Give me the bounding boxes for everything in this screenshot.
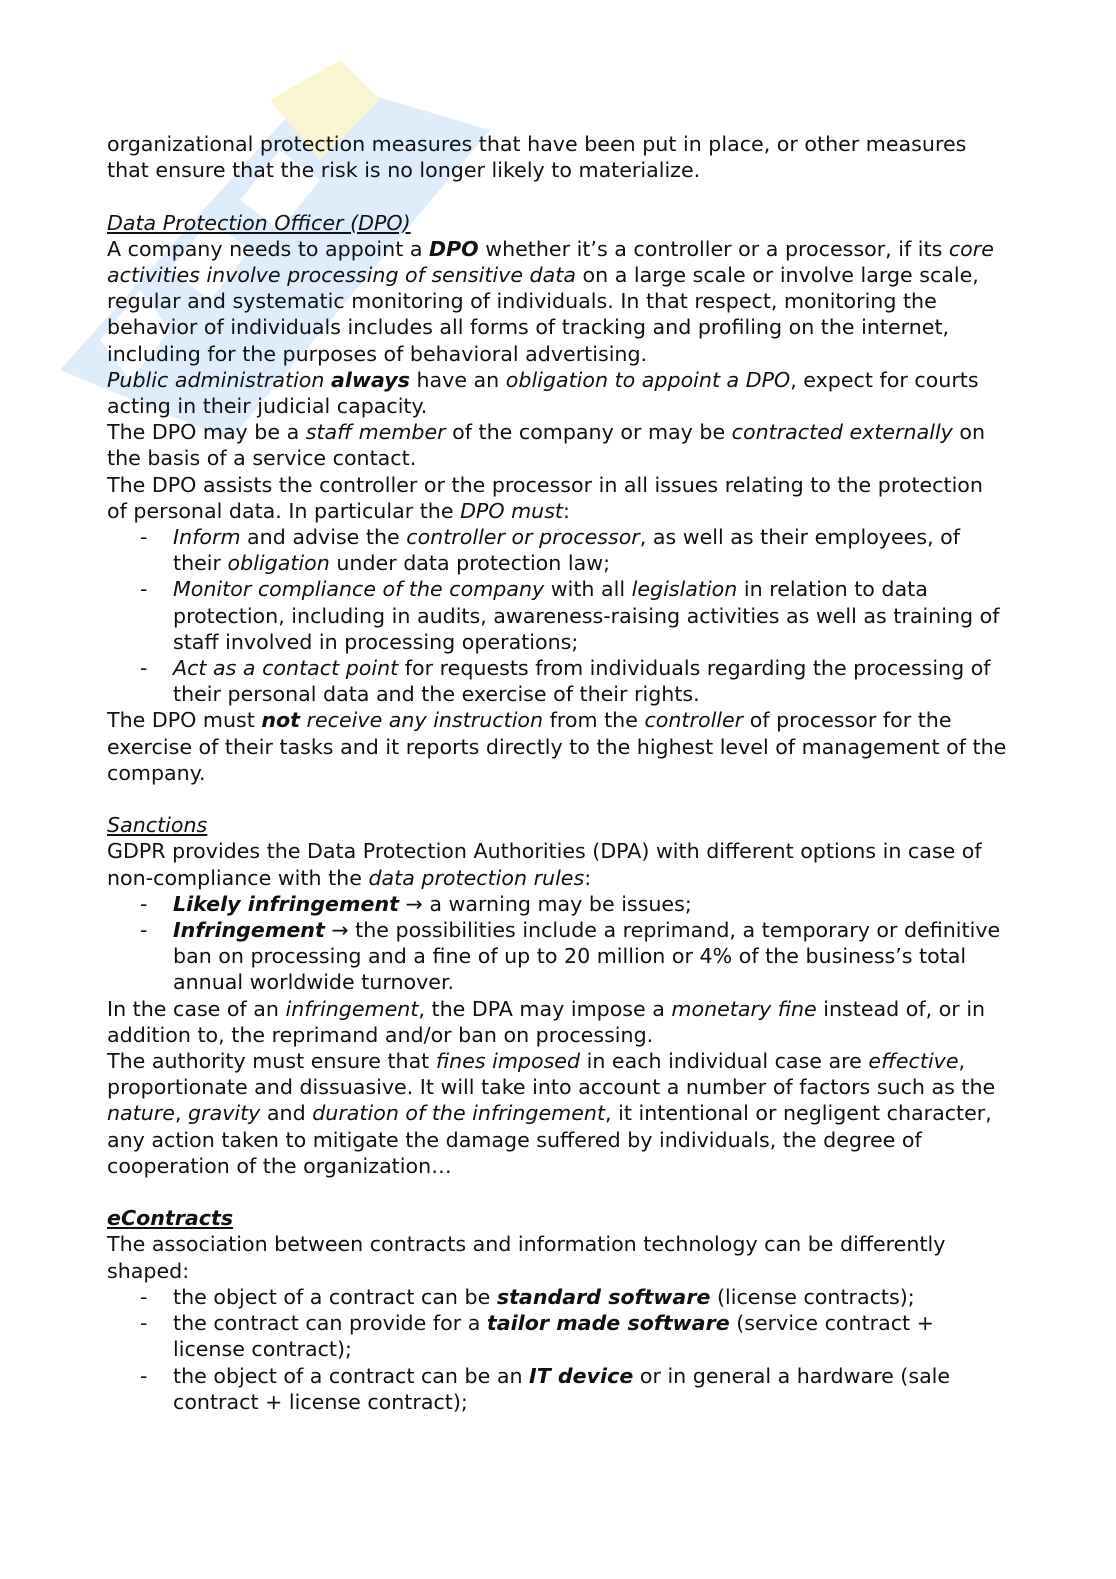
econtracts-paragraph-1: The association between contracts and information technology can be differently shaped: <box>107 1232 946 1283</box>
list-item: - Act as a contact point for requests from individuals regarding the processing of their personal data and the exercise of their rights. <box>107 655 1007 707</box>
sanctions-paragraph-3: The authority must ensure that fines imposed in each individual case are effective, proportionate and dissuasive. It will take into account a number of factors such as the nature, gravity and duration of the infringement, it intentional or negligent character, any action taken to mitigate the damage suffered by individuals, the degree of cooperation of the organization… <box>107 1049 996 1178</box>
dpo-paragraph-2: Public administration always have an obligation to appoint a DPO, expect for courts acting in their judicial capacity. <box>107 367 979 419</box>
list-item: - the object of a contract can be an IT device or in general a hardware (sale contract + license contract); <box>107 1363 1007 1415</box>
econtracts-list <box>107 1284 1007 1415</box>
list-item: - the object of a contract can be standard software (license contracts); <box>107 1284 1007 1310</box>
list-item: - the contract can provide for a tailor made software (service contract + license contract); <box>107 1310 1007 1362</box>
sanctions-heading: Sanctions <box>107 813 208 838</box>
sanctions-list <box>107 891 1007 996</box>
econtracts-heading: eContracts <box>107 1206 234 1231</box>
intro-paragraph: organizational protection measures that have been put in place, or other measures that ensure that the risk is no longer likely to materialize. <box>107 132 967 183</box>
list-item: - Monitor compliance of the company with all legislation in relation to data protection, including in audits, awareness-raising activities as well as training of staff involved in processing operations; <box>107 576 1007 655</box>
sanctions-paragraph-1: GDPR provides the Data Protection Authorities (DPA) with different options in case of non-compliance with the data protection rules: <box>107 839 982 890</box>
dpo-duties-list <box>107 524 1007 707</box>
list-item: - Likely infringement → a warning may be issues; <box>107 891 1007 917</box>
list-item: - Infringement → the possibilities include a reprimand, a temporary or definitive ban on processing and a fine of up to 20 million or 4% of the business’s total annual worldwide turnover. <box>107 917 1007 996</box>
dpo-paragraph-3: The DPO may be a staff member of the company or may be contracted externally on the basis of a service contact. <box>107 420 986 471</box>
dpo-heading: Data Protection Officer (DPO) <box>107 210 411 235</box>
document-page <box>107 131 1007 1415</box>
dpo-paragraph-1: A company needs to appoint a DPO whether it’s a controller or a processor, if its core activities involve processing of sensitive data on a large scale or involve large scale, regular and systematic monitoring of individuals. In that respect, monitoring the behavior of individuals includes all forms of tracking and profiling on the internet, including for the purposes of behavioral advertising. <box>107 236 994 366</box>
sanctions-paragraph-2: In the case of an infringement, the DPA may impose a monetary fine instead of, or in addition to, the reprimand and/or ban on processing. <box>107 996 986 1047</box>
dpo-paragraph-4: The DPO assists the controller or the processor in all issues relating to the protection of personal data. In particular the DPO must: <box>107 472 983 523</box>
list-item: - Inform and advise the controller or processor, as well as their employees, of their obligation under data protection law; <box>107 524 1007 576</box>
dpo-paragraph-5: The DPO must not receive any instruction from the controller of processor for the exercise of their tasks and it reports directly to the highest level of management of the company. <box>107 708 1007 785</box>
